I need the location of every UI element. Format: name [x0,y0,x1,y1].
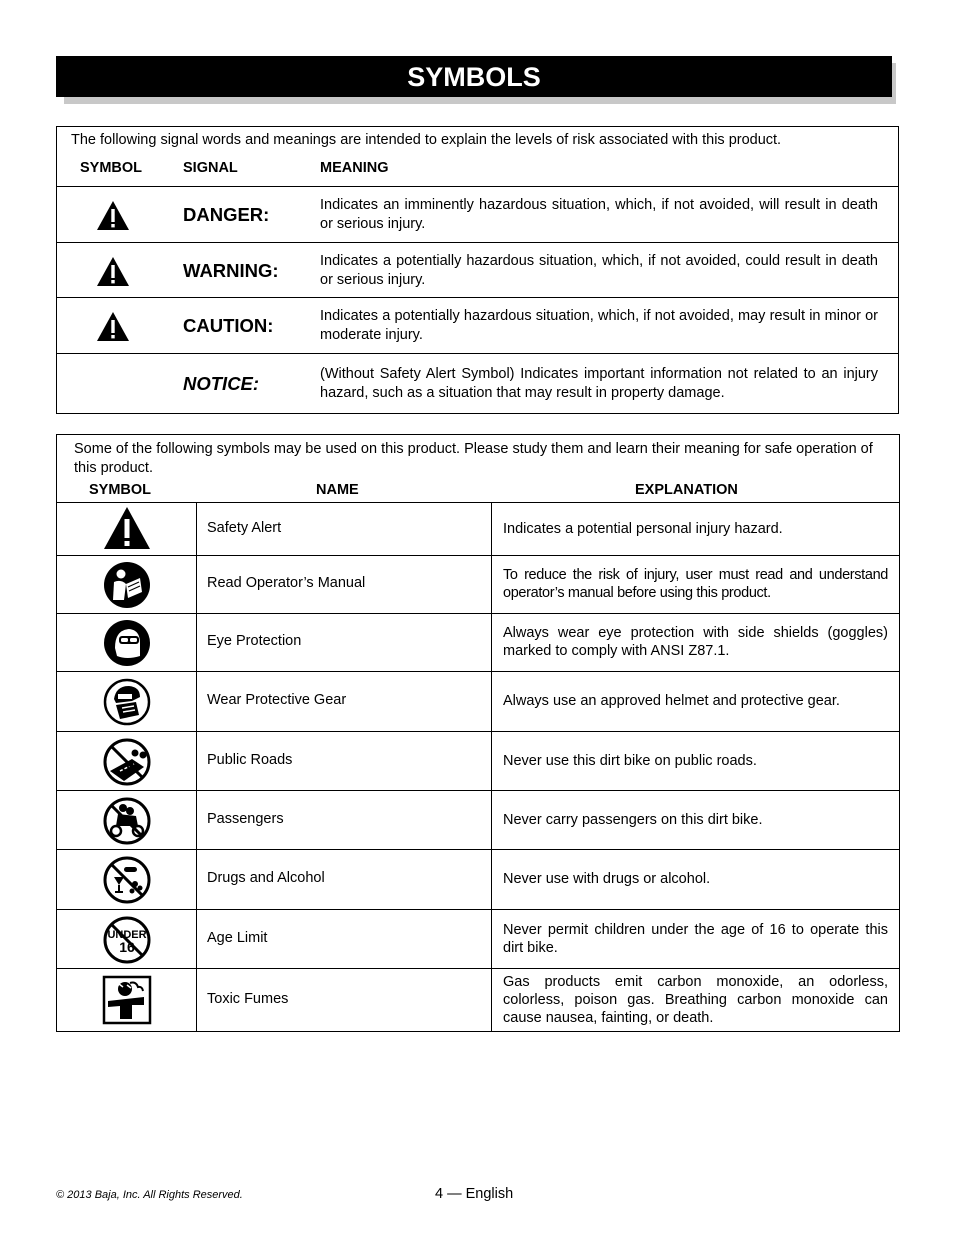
signal-meaning: Indicates a potentially hazardous situation, which, if not avoided, may result in minor or moderate injury. [320,308,878,343]
header-symbol: SYMBOL [80,160,143,176]
copyright: © 2013 Baja, Inc. All Rights Reserved. [56,1189,243,1201]
symbol-row-toxic-fumes [57,968,899,1031]
header-symbol: SYMBOL [89,482,152,498]
signal-word: DANGER: [183,204,270,225]
signal-row-danger [57,186,898,242]
symbol-row-public-roads [57,731,899,790]
no-public-roads-icon [102,737,152,787]
no-drugs-alcohol-icon [102,855,152,905]
age-limit-icon [102,915,152,965]
symbol-row-drugs-alcohol [57,849,899,909]
symbol-row-protective-gear [57,671,899,731]
symbol-row-safety-alert [57,502,899,555]
symbol-row-read-manual [57,555,899,613]
protective-gear-icon [102,677,152,727]
signal-meaning: Indicates a potentially hazardous situation, which, if not avoided, could result in death or serious injury. [320,253,878,288]
no-passengers-icon [102,796,152,846]
signal-word: CAUTION: [183,315,274,336]
symbol-name: Wear Protective Gear [207,692,347,708]
signal-word: WARNING: [183,260,279,281]
symbol-explanation: Indicates a potential personal injury hazard. [503,521,783,537]
warning-triangle-icon [96,311,130,342]
symbol-name: Eye Protection [207,633,302,649]
read-manual-icon [102,560,152,610]
symbol-explanation: Never use this dirt bike on public roads. [503,753,757,769]
symbol-explanation: Never permit children under the age of 16 to operate this dirt bike. [503,922,888,956]
symbol-name: Toxic Fumes [207,991,289,1007]
signal-row-notice [57,353,898,413]
signal-words-table [56,126,899,414]
warning-triangle-icon [96,200,130,231]
symbol-row-eye-protection [57,613,899,671]
symbol-name: Drugs and Alcohol [207,870,325,886]
symbol-explanation: Always wear eye protection with side shields (goggles) marked to comply with ANSI Z87.1. [503,625,888,659]
toxic-fumes-icon [102,975,152,1025]
page-number: 4 — English [435,1186,514,1202]
symbol-name: Passengers [207,811,284,827]
header-meaning: MEANING [320,160,389,176]
symbol-explanation: Never use with drugs or alcohol. [503,871,711,887]
symbols-table [56,434,900,1032]
age-limit-badge-line1: UNDER [107,929,147,941]
title-banner [56,56,892,97]
signal-intro: The following signal words and meanings are intended to explain the levels of risk associated with this product. [71,132,782,148]
signal-row-warning [57,242,898,298]
symbol-name: Read Operator’s Manual [207,575,366,591]
symbol-explanation: Never carry passengers on this dirt bike. [503,812,763,828]
warning-triangle-icon [96,256,130,287]
symbol-name: Safety Alert [207,520,282,536]
header-explanation: EXPLANATION [635,482,738,498]
symbol-name: Age Limit [207,930,268,946]
header-name: NAME [316,482,359,498]
signal-row-caution [57,297,898,353]
signal-meaning: Indicates an imminently hazardous situation, which, if not avoided, will result in death or serious injury. [320,197,878,232]
page-title: SYMBOLS [56,56,892,97]
symbol-row-age-limit [57,909,899,968]
signal-meaning: (Without Safety Alert Symbol) Indicates important information not related to an injury hazard, such as a situation that may result in property damage. [320,366,878,401]
safety-alert-icon [102,504,152,554]
symbols-intro: Some of the following symbols may be used on this product. Please study them and learn their meaning for safe operation of this product. [74,441,873,476]
symbol-explanation: Always use an approved helmet and protective gear. [503,693,840,709]
symbol-explanation: To reduce the risk of injury, user must read and understand operator’s manual before using this product. [503,567,888,601]
header-signal: SIGNAL [183,160,238,176]
age-limit-badge-line2: 16 [119,939,135,955]
eye-protection-icon [102,618,152,668]
symbol-explanation: Gas products emit carbon monoxide, an odorless, colorless, poison gas. Breathing carbon monoxide can cause nausea, fainting, or death. [503,974,888,1026]
symbol-name: Public Roads [207,752,293,768]
symbol-row-passengers [57,790,899,849]
signal-word: NOTICE: [183,373,260,394]
